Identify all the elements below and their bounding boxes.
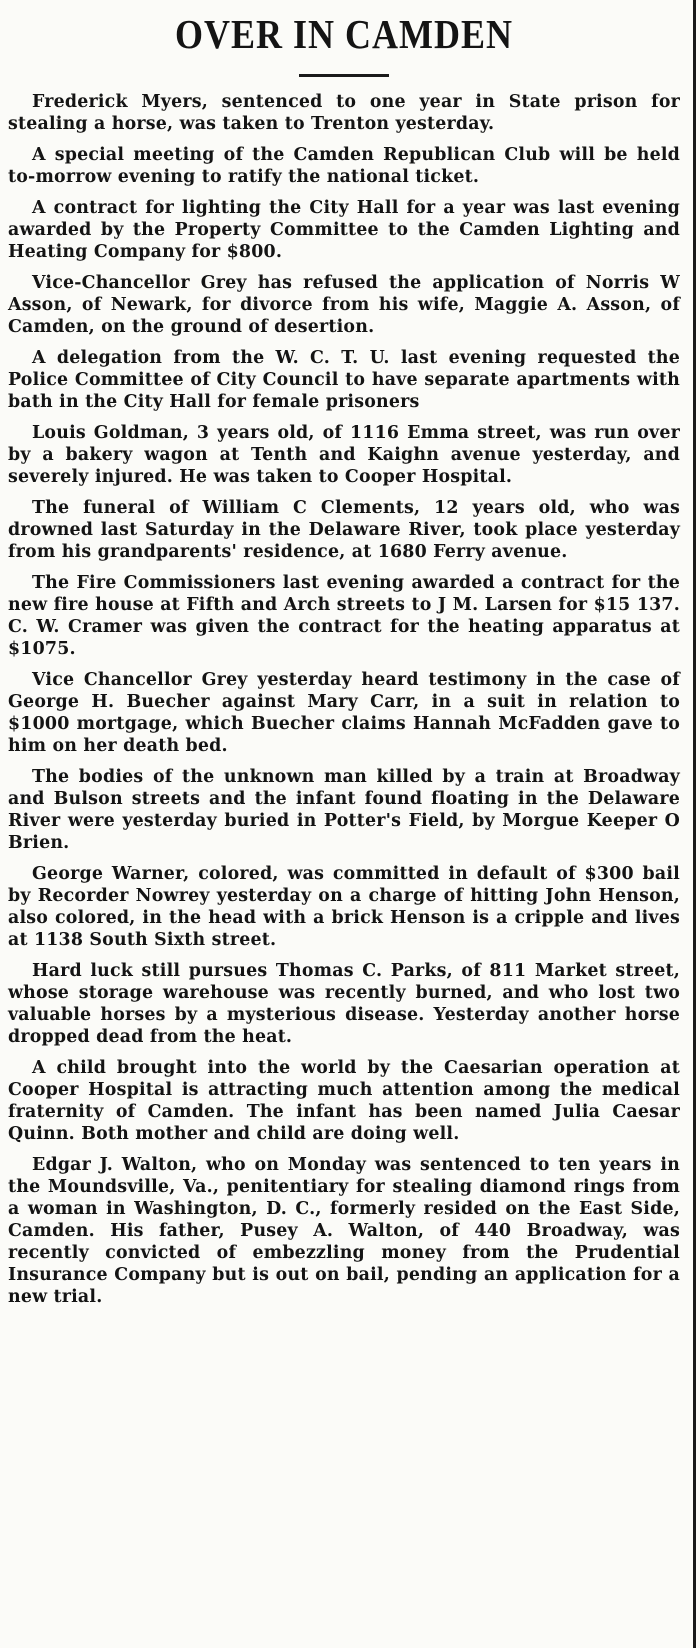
news-item: The bodies of the unknown man killed by a train at Broadway and Bulson streets and the infant found floating in the Delaware River were yesterday buried in Potter's Field, by Morgue Keeper O Brien. xyxy=(8,767,680,853)
news-item: A child brought into the world by the Caesarian operation at Cooper Hospital is attracting much attention among the medical fraternity of Camden. The infant has been named Julia Caesar Quinn. Both mother and child are doing well. xyxy=(8,1058,680,1144)
news-item: The Fire Commissioners last evening awarded a contract for the new fire house at Fifth and Arch streets to J M. Larsen for $15 137. C. W. Cramer was given the contract for the heating apparatus at $1075. xyxy=(8,573,680,659)
news-item: Louis Goldman, 3 years old, of 1116 Emma street, was run over by a bakery wagon at Tenth and Kaighn avenue yesterday, and severely injured. He was taken to Cooper Hospital. xyxy=(8,423,680,487)
news-item: Hard luck still pursues Thomas C. Parks, of 811 Market street, whose storage warehouse was recently burned, and who lost two valuable horses by a mysterious disease. Yesterday another horse dropped dead from the heat. xyxy=(8,961,680,1047)
news-item: Edgar J. Walton, who on Monday was sentenced to ten years in the Moundsville, Va., penitentiary for stealing diamond rings from a woman in Washington, D. C., formerly resided on the East Side, Camden. His father, Pusey A. Walton, of 440 Broadway, was recently convicted of embezzling money from the Prudential Insurance Company but is out on bail, pending an application for a new trial. xyxy=(8,1155,680,1307)
news-column xyxy=(8,11,680,1317)
news-item: Frederick Myers, sentenced to one year in State prison for stealing a horse, was taken to Trenton yesterday. xyxy=(8,92,680,134)
news-item: A special meeting of the Camden Republican Club will be held to-morrow evening to ratify the national ticket. xyxy=(8,145,680,187)
news-item: A delegation from the W. C. T. U. last evening requested the Police Committee of City Council to have separate apartments with bath in the City Hall for female prisoners xyxy=(8,348,680,412)
news-item: Vice Chancellor Grey yesterday heard testimony in the case of George H. Buecher against Mary Carr, in a suit in relation to $1000 mortgage, which Buecher claims Hannah McFadden gave to him on her death bed. xyxy=(8,670,680,756)
headline: OVER IN CAMDEN xyxy=(175,11,513,57)
news-item: The funeral of William C Clements, 12 years old, who was drowned last Saturday in the Delaware River, took place yesterday from his grandparents' residence, at 1680 Ferry avenue. xyxy=(8,498,680,562)
column-rule xyxy=(693,0,696,1648)
news-item: Vice-Chancellor Grey has refused the application of Norris W Asson, of Newark, for divorce from his wife, Maggie A. Asson, of Camden, on the ground of desertion. xyxy=(8,273,680,337)
news-item: A contract for lighting the City Hall for a year was last evening awarded by the Property Committee to the Camden Lighting and Heating Company for $800. xyxy=(8,198,680,262)
headline-divider xyxy=(299,74,389,77)
news-item: George Warner, colored, was committed in default of $300 bail by Recorder Nowrey yesterday on a charge of hitting John Henson, also colored, in the head with a brick Henson is a cripple and lives at 1138 South Sixth street. xyxy=(8,864,680,950)
